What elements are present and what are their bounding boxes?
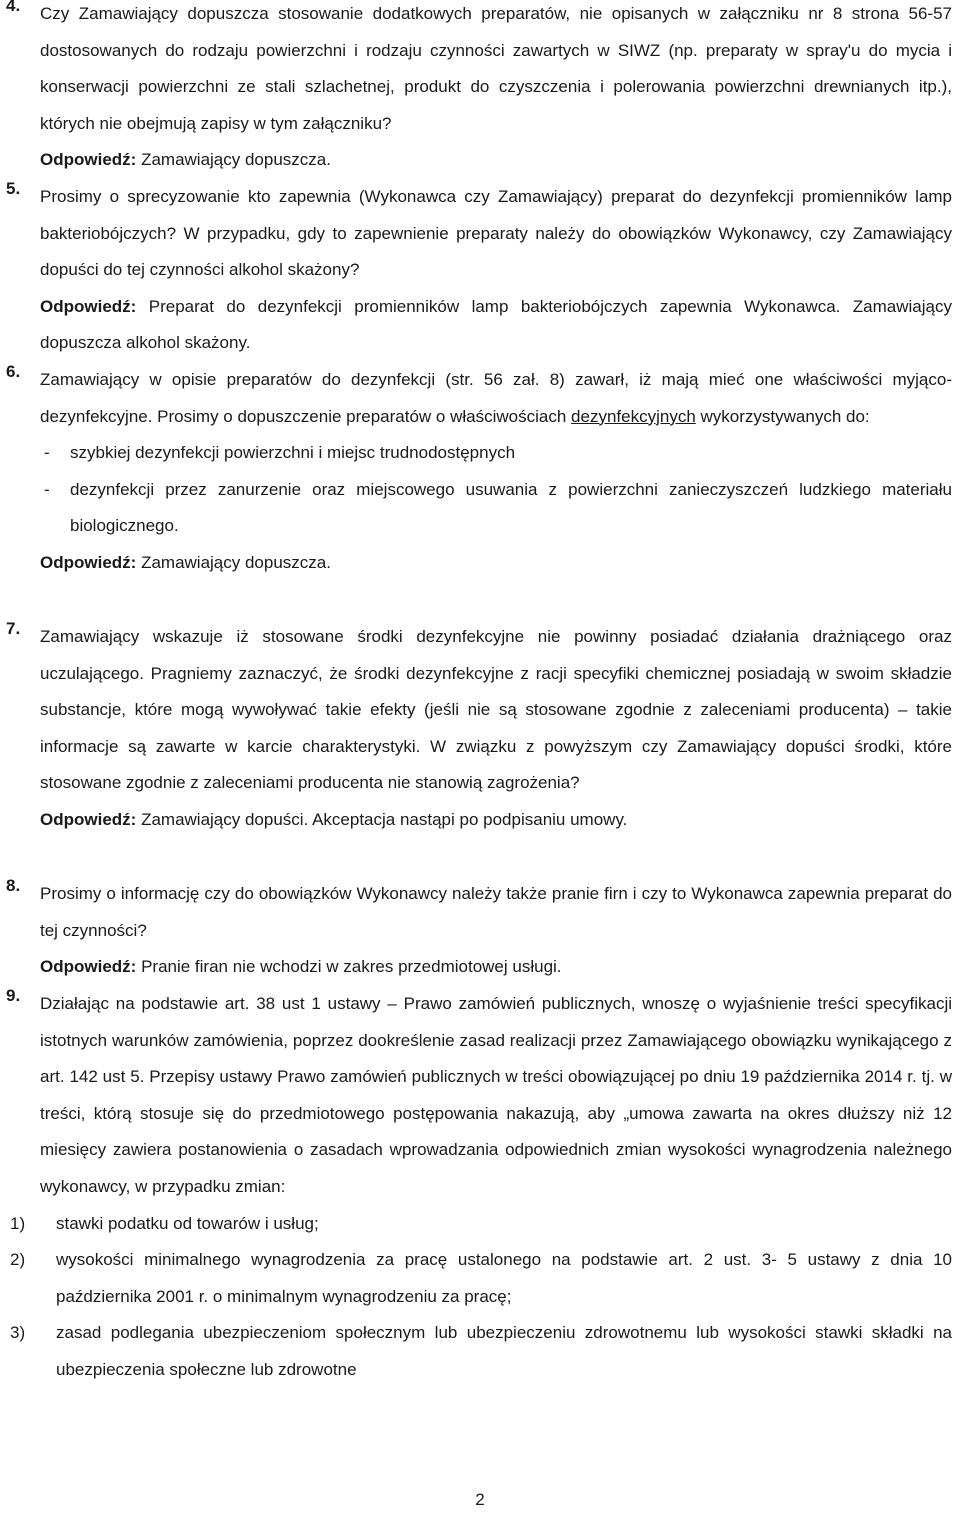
question-text: Zamawiający wskazuje iż stosowane środki dezynfekcyjne nie powinny posiadać działania drażniącego oraz uczulającego. Pragniemy zaznaczyć, że środki dezynfekcyjne z racji specyfiki chemicznej posiadają w swoim składzie substancje, które mogą wywoływać takie efekty (jeśli nie są stosowane zgodnie z zaleceniami producenta) – takie informacje są zawarte w karcie charakterystyki. W związku z powyższym czy Zamawiający dopuści środki, które stosowane zgodnie z zaleceniami producenta nie stanowią zagrożenia? bbox=[40, 627, 952, 793]
question-8 bbox=[0, 876, 960, 986]
answer-label: Odpowiedź: bbox=[40, 552, 137, 572]
bullet-marker: - bbox=[44, 443, 50, 463]
question-text-after: wykorzystywanych do: bbox=[700, 406, 870, 426]
answer bbox=[40, 949, 952, 986]
question-text: Prosimy o sprecyzowanie kto zapewnia (Wykonawca czy Zamawiający) preparat do dezynfekcji promienników lamp bakteriobójczych? W przypadku, gdy to zapewnienie preparaty należy do obowiązków Wykonawcy, czy Zamawiający dopuści do tej czynności alkohol skażony? bbox=[40, 187, 952, 280]
answer-text: Zamawiający dopuszcza. bbox=[141, 552, 331, 572]
answer-text: Preparat do dezynfekcji promienników lamp bakteriobójczych zapewnia Wykonawca. Zamawiający dopuszcza alkohol skażony. bbox=[40, 296, 952, 353]
question-text bbox=[40, 362, 952, 435]
question-4 bbox=[0, 0, 960, 179]
question-text-before: Zamawiający w opisie preparatów do dezynfekcji (str. 56 zał. 8) zawarł, iż mają mieć one właściwości myjąco-dezynfekcyjne. Prosimy o dopuszczenie preparatów o właściwościach bbox=[40, 370, 952, 426]
question-9 bbox=[0, 986, 960, 1389]
question-text: Działając na podstawie art. 38 ust 1 ustawy – Prawo zamówień publicznych, wnoszę o wyjaśnienie treści specyfikacji istotnych warunków zamówienia, poprzez dookreślenie zasad realizacji przez Zamawiającego obowiązku wynikającego z art. 142 ust 5. Przepisy ustawy Prawo zamówień publicznych w treści obowiązującej po dniu 19 października 2014 r. tj. w treści, którą stosuje się do przedmiotowego postępowania nakazują, aby „umowa zawarta na okres dłuższy niż 12 miesięcy zawiera postanowienia o zasadach wprowadzania odpowiednich zmian wysokości wynagrodzenia należnego wykonawcy, w przypadku zmian: bbox=[40, 994, 952, 1196]
answer bbox=[40, 289, 952, 362]
bullet-item bbox=[40, 472, 952, 545]
sub-item-text: zasad podlegania ubezpieczeniom społecznym lub ubezpieczeniu zdrowotnemu lub wysokości stawki składki na ubezpieczenia społeczne lub zdrowotne bbox=[56, 1323, 952, 1379]
question-text: Czy Zamawiający dopuszcza stosowanie dodatkowych preparatów, nie opisanych w załączniku nr 8 strona 56-57 dostosowanych do rodzaju powierzchni i rodzaju czynności zawartych w SIWZ (np. preparaty w spray'u do mycia i konserwacji powierzchni ze stali szlachetnej, produkt do czyszczenia i polerowania powierzchni drewnianych itp.), których nie obejmują zapisy w tym załączniku? bbox=[40, 4, 952, 133]
question-number: 7. bbox=[6, 619, 21, 638]
question-6 bbox=[0, 362, 960, 582]
question-number: 8. bbox=[6, 876, 21, 895]
question-text: Prosimy o informację czy do obowiązków Wykonawcy należy także pranie firn i czy to Wykonawca zapewnia preparat do tej czynności? bbox=[40, 884, 952, 940]
sub-item-number: 3) bbox=[10, 1323, 26, 1343]
bullet-text: szybkiej dezynfekcji powierzchni i miejsc trudnodostępnych bbox=[70, 443, 516, 463]
question-7 bbox=[0, 619, 960, 839]
bullet-text: dezynfekcji przez zanurzenie oraz miejscowego usuwania z powierzchni zanieczyszczeń ludzkiego materiału biologicznego. bbox=[70, 479, 952, 536]
sub-item-number: 1) bbox=[10, 1213, 26, 1233]
sub-item bbox=[0, 1242, 952, 1315]
question-number: 5. bbox=[6, 179, 21, 198]
answer-label: Odpowiedź: bbox=[40, 150, 137, 170]
answer-label: Odpowiedź: bbox=[40, 296, 137, 316]
sub-item-number: 2) bbox=[10, 1250, 26, 1270]
answer bbox=[40, 545, 952, 582]
question-number: 6. bbox=[6, 362, 21, 381]
answer bbox=[40, 802, 952, 839]
question-number: 9. bbox=[6, 986, 21, 1005]
answer-text: Pranie firan nie wchodzi w zakres przedmiotowej usługi. bbox=[141, 957, 562, 977]
answer-label: Odpowiedź: bbox=[40, 809, 137, 829]
sub-item bbox=[0, 1206, 952, 1243]
answer-label: Odpowiedź: bbox=[40, 957, 137, 977]
answer-text: Zamawiający dopuści. Akceptacja nastąpi po podpisaniu umowy. bbox=[141, 809, 628, 829]
sub-item-text: stawki podatku od towarów i usług; bbox=[56, 1213, 319, 1233]
sub-item bbox=[0, 1315, 952, 1388]
question-number: 4. bbox=[6, 0, 21, 15]
question-text-underlined: dezynfekcyjnych bbox=[571, 406, 696, 426]
bullet-marker: - bbox=[44, 479, 50, 499]
answer-text: Zamawiający dopuszcza. bbox=[141, 150, 331, 170]
question-5 bbox=[0, 179, 960, 362]
answer bbox=[40, 142, 952, 179]
sub-item-text: wysokości minimalnego wynagrodzenia za pracę ustalonego na podstawie art. 2 ust. 3- 5 ustawy z dnia 10 października 2001 r. o minimalnym wynagrodzeniu za pracę; bbox=[56, 1250, 952, 1306]
page-number: 2 bbox=[475, 1490, 485, 1509]
bullet-item bbox=[40, 435, 952, 472]
